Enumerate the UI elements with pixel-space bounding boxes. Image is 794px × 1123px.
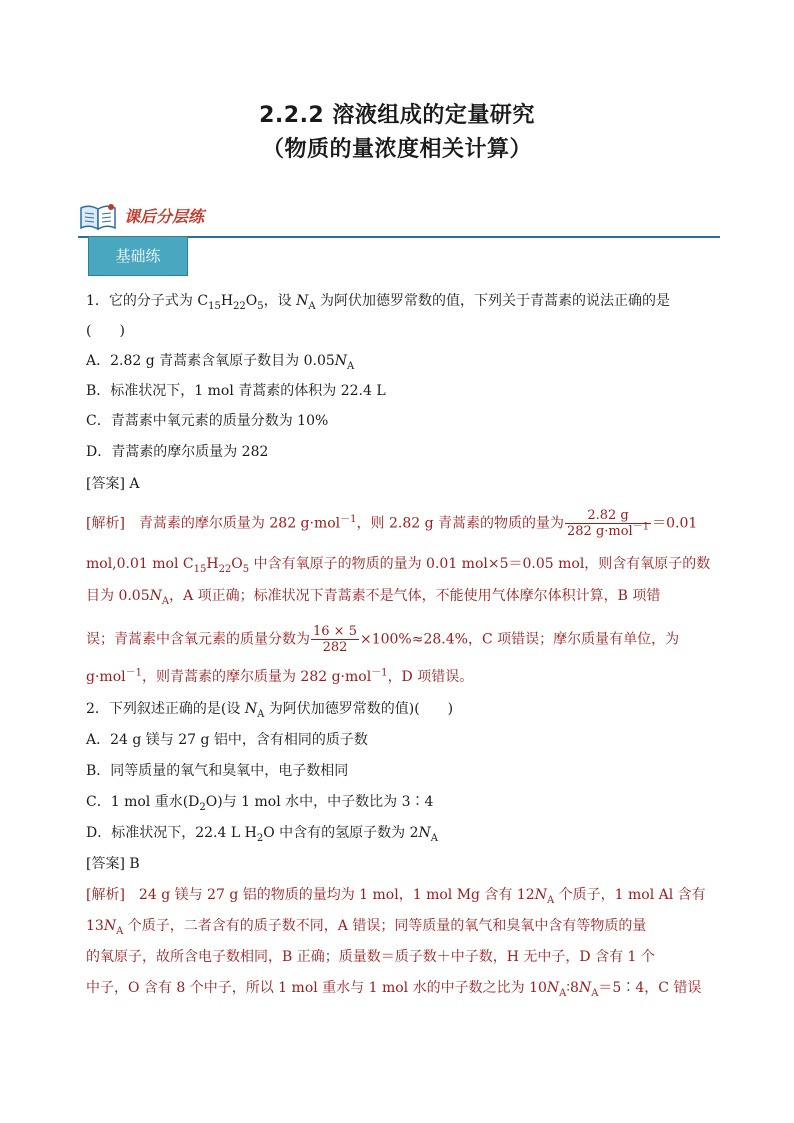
q2-explanation-line3: 的氧原子，故所含电子数相同，B 正确；质量数＝质子数＋中子数，H 无中子，D 含有 1 个 <box>86 949 655 965</box>
q1-explanation-line1: [解析] 青蒿素的摩尔质量为 282 g·mol$^{-1}$，则 2.82 g 青蒿素的物质的量为 $\frac{2.82 g}{282 g\cdot mol^{-1}}$ ＝0.01 <box>86 508 698 539</box>
q1-option-b: B．标准状况下，1 mol 青蒿素的体积为 22.4 L <box>86 383 386 399</box>
q1-explanation-line5: g·mol$^{-1}$，则青蒿素的摩尔质量为 282 g·mol$^{-1}$，D 项错误。 <box>86 667 474 685</box>
q1-explanation-line4: 误；青蒿素中含氧元素的质量分数为 $\frac{16 \times 5}{282}$ ×100%≈28.4%，C 项错误；摩尔质量有单位，为 <box>86 624 680 655</box>
q2-option-b: B．同等质量的氧气和臭氧中，电子数相同 <box>86 763 349 779</box>
fraction: $\frac{16 \times 5}{282}$ <box>313 624 357 655</box>
open-book-icon <box>78 202 118 232</box>
section-header <box>78 200 720 238</box>
section-label: 课后分层练 <box>124 207 205 226</box>
q2-explanation-line2: $13N_A$ 个质子，二者含有的质子数不同，A 错误；同等质量的氧气和臭氧中含有等物质的量 <box>86 918 647 937</box>
q2-stem: 2．下列叙述正确的是(设 $N_A$ 为阿伏加德罗常数的值)( ) <box>86 701 454 720</box>
q2-explanation-line4: 中子，O 含有 8 个中子，所以 1 mol 重水与 1 mol 水的中子数之比为 $10N_A∶8N_A=5∶4$，C 错误 <box>86 980 702 999</box>
q1-explanation-line3: 目为 $0.05N_A$，A 项正确；标准状况下青蒿素不是气体，不能使用气体摩尔体积计算，B 项错 <box>86 588 661 607</box>
q2-explanation-line1: [解析] 24 g 镁与 27 g 铝的物质的量均为 1 mol，1 mol Mg 含有 $12N_A$ 个质子，1 mol Al 含有 <box>86 887 706 906</box>
q2-answer: [答案] B <box>86 856 140 872</box>
q2-option-d: D．标准状况下，22.4 L $H_2O$ 中含有的氢原子数为 $2N_A$ <box>86 825 438 844</box>
q1-explanation-line2: mol,0.01 mol $C_{15}H_{22}O_5$ 中含有氧原子的物质的量为 0.01 mol×5＝0.05 mol，则含有氧原子的数 <box>86 556 711 575</box>
q1-answer: [答案] A <box>86 476 140 492</box>
page-subtitle: （物质的量浓度相关计算） <box>261 137 532 162</box>
q1-option-a: A．2.82 g 青蒿素含氧原子数目为 $0.05N_A$ <box>86 353 355 372</box>
q1-option-c: C．青蒿素中氧元素的质量分数为 10% <box>86 413 329 429</box>
q2-option-a: A．24 g 镁与 27 g 铝中，含有相同的质子数 <box>86 732 368 748</box>
q1-answer-blank: ( ) <box>86 323 125 339</box>
q1-option-d: D．青蒿素的摩尔质量为 282 <box>86 444 269 460</box>
basic-practice-tab: 基础练 <box>88 236 188 276</box>
page-title: 2.2.2 溶液组成的定量研究 <box>259 103 535 128</box>
q1-stem: 1．它的分子式为 $C_{15}H_{22}O_5$，设 $N_A$ 为阿伏加德罗常数的值，下列关于青蒿素的说法正确的是 <box>86 293 671 312</box>
q2-option-c: C．1 mol 重水$(D_2O)$与 1 mol 水中，中子数比为 3∶4 <box>86 794 434 813</box>
fraction: $\frac{2.82 g}{282 g\cdot mol^{-1}}$ <box>567 508 650 539</box>
